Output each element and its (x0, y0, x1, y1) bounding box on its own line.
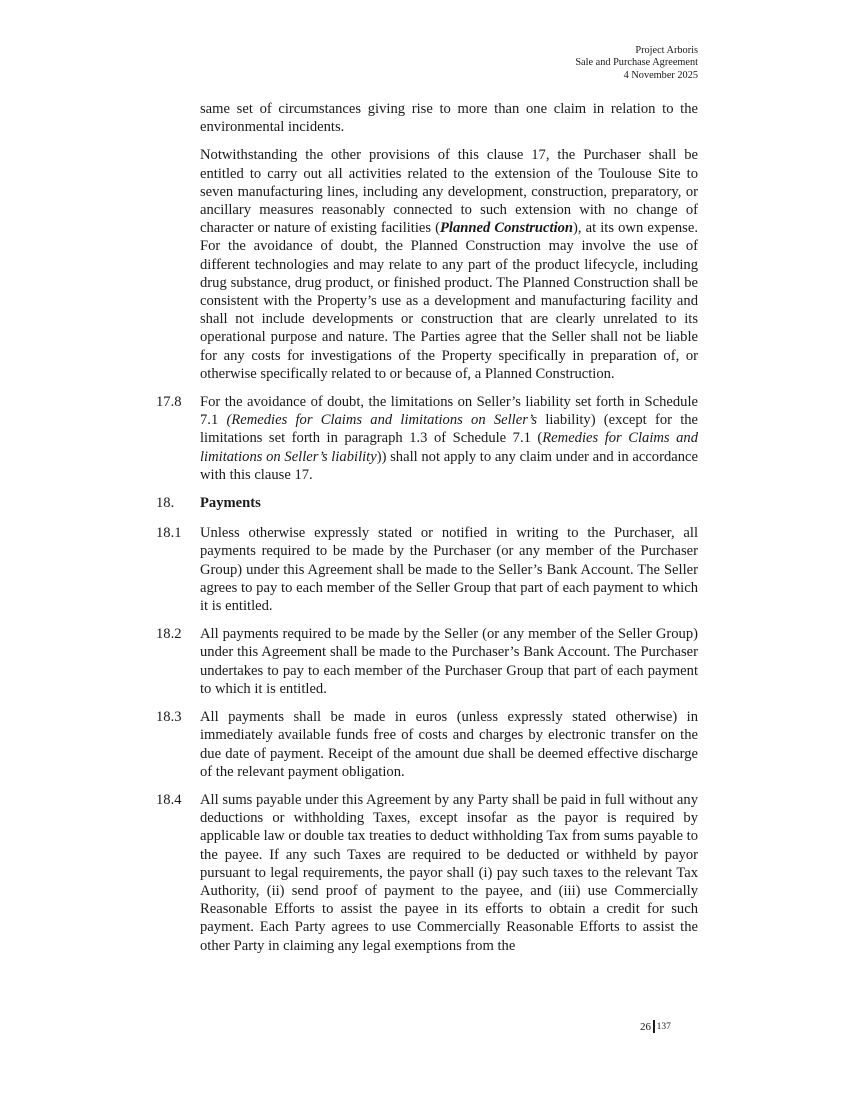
clause-text: All sums payable under this Agreement by any Party shall be paid in full without any deductions or withholding Taxes, except insofar as the payor is required by applicable law or double tax treaties to deduct withholding Tax from sums payable to the payee. If any such Taxes are required to be deducted or withheld by payor pursuant to legal requirements, the payor shall (i) pay such taxes to the relevant Tax Authority, (ii) send proof of payment to the payee, and (iii) use Commercially Reasonable Efforts to assist the payee in its efforts to obtain a credit for such payment. Each Party agrees to use Commercially Reasonable Efforts to assist the other Party in claiming any legal exemptions from the (200, 791, 698, 954)
clause-text: All payments required to be made by the Seller (or any member of the Seller Group) under this Agreement shall be made to the Purchaser’s Bank Account. The Purchaser undertakes to pay to each member of the Purchaser Group that part of each payment to which it is entitled. (200, 626, 698, 697)
header-document-title: Sale and Purchase Agreement (575, 57, 698, 69)
page-number: 26 (640, 1020, 651, 1033)
clause-18-4 (156, 791, 698, 955)
clause-text: For the avoidance of doubt, the limitations on Seller’s liability set forth in Schedule 7.1 (Remedies for Claims and limitations on Seller’s liability) (except for the limitations set forth in paragraph 1.3 of Schedule 7.1 (Remedies for Claims and limitations on Seller’s liability)) shall not apply to any claim under and in accordance with this clause 17. (200, 394, 699, 483)
clause-number: 18.3 (156, 709, 182, 726)
clause-text: All payments shall be made in euros (unless expressly stated otherwise) in immediately available funds free of costs and charges by electronic transfer on the due date of payment. Receipt of the amount due shall be deemed effective discharge of the relevant payment obligation. (200, 709, 698, 780)
header-date: 4 November 2025 (623, 69, 698, 81)
clause-18-3 (156, 708, 698, 781)
clause-18-2 (156, 625, 698, 698)
continued-paragraph-2: Notwithstanding the other provisions of this clause 17, the Purchaser shall be entitled to carry out all activities related to the extension of the Toulouse Site to seven manufacturing lines, including any development, construction, preparatory, or ancillary measures reasonably connected to such extension with no change of character or nature of existing facilities (Planned Construction), at its own expense. For the avoidance of doubt, the Planned Construction may involve the use of different technologies and may relate to any part of the product lifecycle, including drug substance, drug product, or finished product. The Planned Construction shall be consistent with the Property’s use as a development and manufacturing facility and shall not include developments or construction that are clearly unrelated to its operational purpose and nature. The Parties agree that the Seller shall not be liable for any costs for investigations of the Property specifically in preparation of, or otherwise specifically related to or because of, a Planned Construction. (200, 147, 698, 382)
section-heading-18 (156, 494, 698, 512)
clause-number: 18.4 (156, 791, 182, 808)
continued-paragraph-1: same set of circumstances giving rise to more than one claim in relation to the environmental incidents. (200, 101, 698, 136)
section-title: Payments (200, 495, 261, 512)
clause-number: 17.8 (156, 394, 182, 411)
page-footer (640, 1020, 671, 1033)
clause-text: Unless otherwise expressly stated or notified in writing to the Purchaser, all payments required to be made by the Purchaser (or any member of the Purchaser Group) under this Agreement shall be made to the Seller’s Bank Account. The Seller agrees to pay to each member of the Seller Group that part of each payment to which it is entitled. (200, 525, 698, 615)
clause-number: 18.1 (156, 525, 182, 542)
clause-number: 18.2 (156, 626, 182, 643)
page-separator (653, 1020, 655, 1033)
header-project-name: Project Arboris (635, 45, 698, 56)
defined-term: Planned Construction (440, 220, 574, 237)
section-number: 18. (156, 495, 175, 512)
page-header (575, 45, 698, 82)
document-body (156, 100, 698, 965)
page-total: 137 (656, 1021, 671, 1032)
clause-17-8 (156, 393, 698, 484)
clause-18-1 (156, 524, 698, 615)
